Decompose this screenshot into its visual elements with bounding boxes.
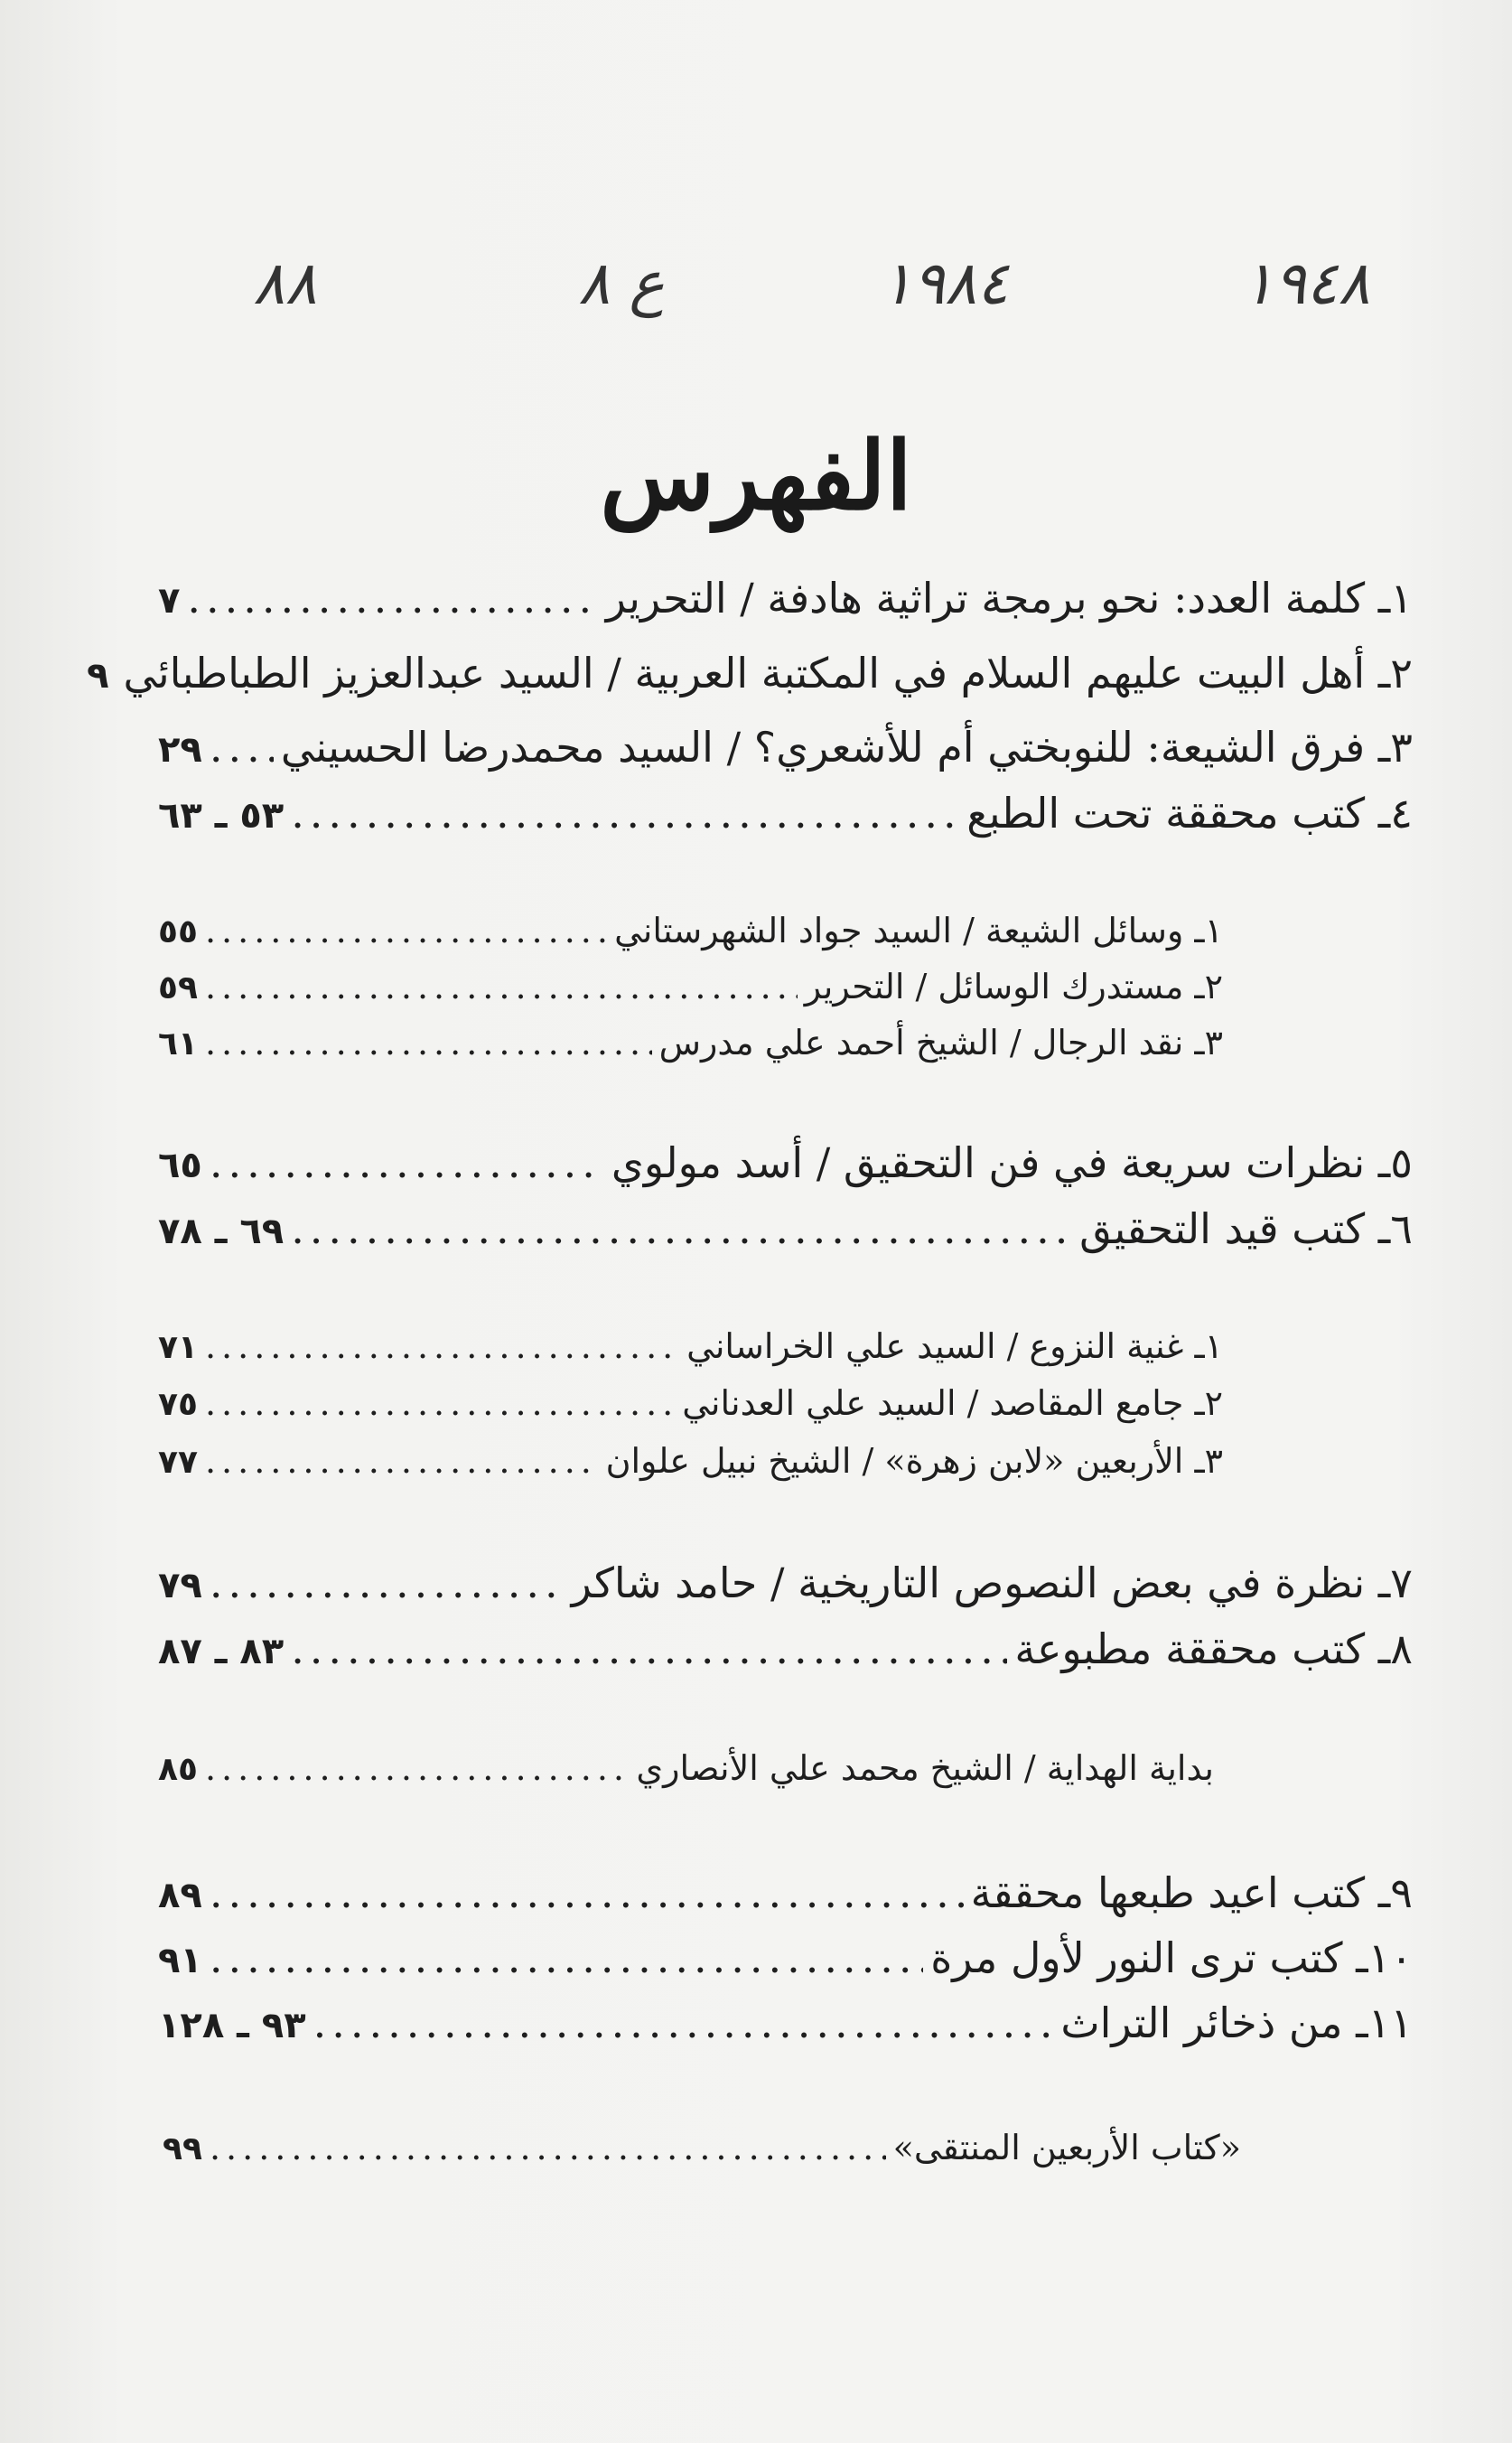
toc-entry-label: ٤ـ كتب محققة تحت الطبع bbox=[966, 789, 1413, 838]
handwritten-note-right: ١٩٤٨ bbox=[1242, 248, 1370, 318]
toc-entry bbox=[158, 1558, 1413, 1607]
dot-leader bbox=[205, 911, 607, 950]
dot-leader bbox=[205, 1383, 675, 1423]
toc-entry-label: ٥ـ نظرات سريعة في فن التحقيق / أسد مولوي bbox=[611, 1138, 1413, 1187]
toc-entry-label: ١ـ كلمة العدد: نحو برمجة تراثية هادفة / التحرير bbox=[605, 574, 1413, 622]
toc-entry bbox=[158, 1138, 1413, 1187]
toc-entry bbox=[158, 723, 1413, 772]
toc-entry-label: ١ـ غنية النزوع / السيد علي الخراساني bbox=[686, 1326, 1223, 1366]
dot-leader bbox=[205, 967, 798, 1006]
toc-entry-page: ٥٥ bbox=[158, 913, 198, 950]
dot-leader bbox=[210, 1138, 604, 1187]
toc-entry-page: ٧٥ bbox=[158, 1386, 198, 1423]
toc-entry-page: ٦٥ bbox=[158, 1145, 202, 1186]
toc-entry-label: ٢ـ مستدرك الوسائل / التحرير bbox=[804, 967, 1223, 1006]
dot-leader bbox=[210, 1933, 923, 1982]
dot-leader bbox=[291, 1204, 1072, 1253]
toc-entry bbox=[158, 1204, 1413, 1253]
toc-entry-label: ١١ـ من ذخائر التراث bbox=[1060, 1998, 1413, 2047]
toc-entry-label: بداية الهداية / الشيخ محمد علي الأنصاري bbox=[636, 1748, 1214, 1788]
toc-entry-label: ٢ـ جامع المقاصد / السيد علي العدناني bbox=[682, 1383, 1223, 1423]
dot-leader bbox=[210, 1558, 565, 1607]
dot-leader bbox=[205, 1748, 629, 1788]
dot-leader bbox=[205, 1023, 652, 1062]
handwritten-note-middle: ع ٨ bbox=[578, 248, 665, 318]
toc-entry-label: ٨ـ كتب محققة مطبوعة bbox=[1014, 1624, 1413, 1673]
dot-leader bbox=[291, 1624, 1007, 1673]
page-title: الفهرس bbox=[600, 419, 912, 531]
toc-entry-label: ١ـ وسائل الشيعة / السيد جواد الشهرستاني bbox=[614, 911, 1223, 950]
toc-entry-page: ٩٣ ـ ١٢٨ bbox=[158, 2005, 306, 2046]
toc-entry-label: ١٠ـ كتب ترى النور لأول مرة bbox=[930, 1933, 1413, 1982]
toc-entry-page: ٩٩ bbox=[163, 2130, 202, 2167]
toc-entry bbox=[158, 1624, 1413, 1673]
toc-subentry bbox=[158, 1023, 1223, 1062]
toc-entry-page: ٨٩ bbox=[158, 1875, 202, 1916]
toc-subentry bbox=[158, 1326, 1223, 1366]
toc-subentry bbox=[158, 1383, 1223, 1423]
dot-leader bbox=[210, 2128, 886, 2167]
handwritten-note-left: ٨٨ bbox=[253, 248, 317, 318]
toc-subentry bbox=[158, 911, 1223, 950]
dot-leader bbox=[210, 1868, 964, 1917]
toc-entry-label: ٦ـ كتب قيد التحقيق bbox=[1079, 1204, 1413, 1253]
toc-entry-label: ٣ـ الأربعين «لابن زهرة» / الشيخ نبيل علوان bbox=[605, 1441, 1223, 1481]
toc-subentry bbox=[158, 1748, 1214, 1788]
toc-entry-page: ٧٩ bbox=[158, 1565, 202, 1606]
toc-entry-label: ٢ـ أهل البيت عليهم السلام في المكتبة العربية / السيد عبدالعزيز الطباطبائي bbox=[123, 649, 1413, 697]
toc-subentry bbox=[158, 1441, 1223, 1481]
toc-entry-page: ٢٩ bbox=[158, 729, 202, 771]
toc-entry-page: ٧١ bbox=[158, 1329, 198, 1366]
toc-entry-page: ٦٩ ـ ٧٨ bbox=[158, 1211, 285, 1252]
toc-entry-page: ٧ bbox=[158, 580, 181, 622]
dot-leader bbox=[187, 574, 598, 622]
toc-entry-page: ٩ bbox=[87, 655, 109, 697]
toc-entry bbox=[158, 1998, 1413, 2047]
toc-entry-page: ٨٥ bbox=[158, 1751, 198, 1788]
toc-entry-label: ٧ـ نظرة في بعض النصوص التاريخية / حامد شاكر bbox=[571, 1558, 1413, 1607]
toc-entry bbox=[158, 574, 1413, 622]
dot-leader bbox=[205, 1326, 679, 1366]
handwritten-note-center-right: ١٩٨٤ bbox=[881, 248, 1009, 318]
toc-entry bbox=[158, 1933, 1413, 1982]
toc-entry-label: ٣ـ فرق الشيعة: للنوبختي أم للأشعري؟ / السيد محمدرضا الحسيني bbox=[280, 723, 1413, 772]
toc-entry-page: ٩١ bbox=[158, 1940, 202, 1981]
toc-entry-label: ٩ـ كتب اعيد طبعها محققة bbox=[970, 1868, 1413, 1917]
dot-leader bbox=[291, 789, 959, 838]
toc-entry-label: «كتاب الأربعين المنتقى» bbox=[892, 2128, 1241, 2167]
dot-leader bbox=[313, 1998, 1054, 2047]
toc-entry-page: ٨٣ ـ ٨٧ bbox=[158, 1631, 285, 1672]
toc-entry bbox=[158, 789, 1413, 838]
toc-entry-page: ٥٣ ـ ٦٣ bbox=[158, 795, 285, 837]
toc-entry-page: ٥٩ bbox=[158, 969, 198, 1006]
toc-subentry bbox=[163, 2128, 1241, 2167]
toc-entry bbox=[158, 1868, 1413, 1917]
dot-leader bbox=[205, 1441, 599, 1481]
toc-entry-label: ٣ـ نقد الرجال / الشيخ أحمد علي مدرس bbox=[658, 1023, 1223, 1062]
toc-entry-page: ٧٧ bbox=[158, 1444, 198, 1481]
toc-entry bbox=[87, 649, 1413, 697]
toc-entry-page: ٦١ bbox=[158, 1025, 198, 1062]
toc-subentry bbox=[158, 967, 1223, 1006]
dot-leader bbox=[210, 723, 274, 772]
